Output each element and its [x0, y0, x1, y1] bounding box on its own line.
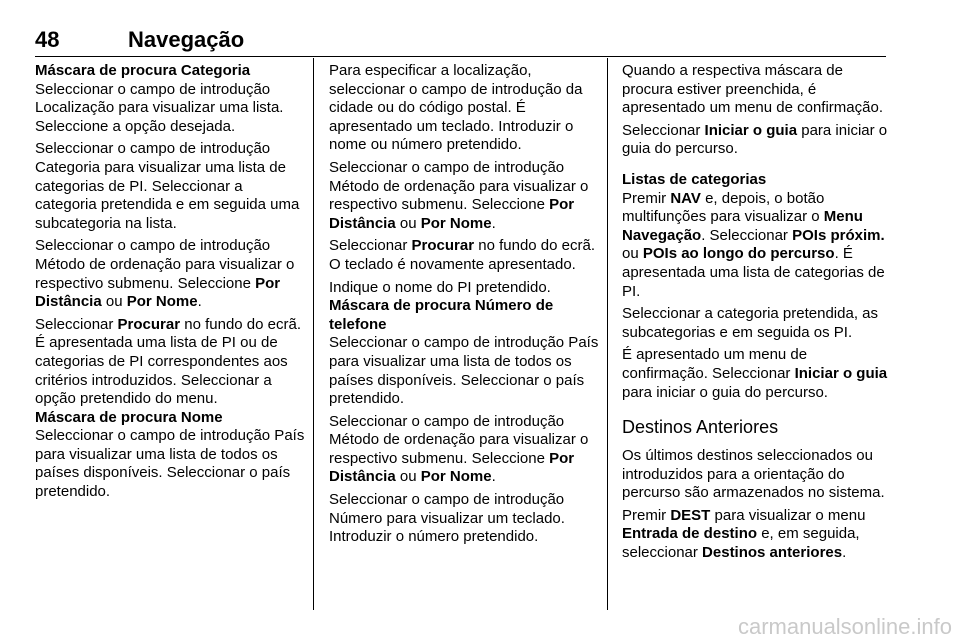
paragraph: Para especificar a localização, seleccionar o campo de introdução da cidade ou do código postal. É apresentado um teclado. Introduzir o nome ou número pretendido. — [329, 62, 583, 154]
menu-option: Por Nome — [126, 293, 198, 311]
paragraph: Premir NAV e, depois, o botão multifunções para visualizar o Menu Navegação. Seleccionar POIs próxim. ou POIs ao longo do percurso. É apresentada uma lista de categorias de PI. — [622, 189, 885, 300]
column-divider — [607, 58, 608, 610]
header-rule — [35, 56, 886, 57]
text-column-1 — [35, 62, 305, 506]
menu-option: Por Distância — [35, 274, 281, 311]
button-name: NAV — [670, 189, 701, 207]
paragraph: Seleccionar o campo de introdução Categoria para visualizar uma lista de categorias de PI. Seleccionar a categoria pretendida e em seguida uma subcategoria na lista. — [35, 140, 300, 232]
text-column-2 — [329, 62, 599, 551]
button-name: DEST — [670, 506, 711, 524]
section-heading: Máscara de procura Nome — [35, 408, 223, 426]
watermark: carmanualsonline.info — [737, 614, 952, 639]
menu-option: POIs próxim. — [792, 226, 885, 244]
page-title: Navegação — [128, 27, 245, 52]
paragraph: Seleccionar o campo de introdução Método de ordenação para visualizar o respectivo submenu. Seleccione Por Distância ou Por Nome. — [329, 158, 589, 232]
paragraph: Seleccionar Procurar no fundo do ecrã. O teclado é novamente apresentado. — [329, 237, 596, 273]
paragraph: Seleccionar Iniciar o guia para iniciar o guia do percurso. — [622, 121, 888, 158]
paragraph: Seleccionar o campo de introdução Localização para visualizar uma lista. Seleccione a opção desejada. — [35, 80, 284, 135]
menu-option: Iniciar o guia — [704, 121, 798, 139]
column-divider — [313, 58, 314, 610]
page-number: 48 — [35, 27, 60, 52]
paragraph: Seleccionar o campo de introdução País para visualizar uma lista de todos os países disponíveis. Seleccionar o país pretendido. — [35, 427, 305, 501]
menu-option: Destinos anteriores — [702, 544, 843, 562]
paragraph: Indique o nome do PI pretendido. — [329, 278, 551, 296]
section-heading: Máscara de procura Categoria — [35, 62, 251, 79]
paragraph: Seleccionar o campo de introdução País para visualizar uma lista de todos os países disponíveis. Seleccionar o país pretendido. — [329, 334, 599, 408]
menu-option: Por Nome — [420, 468, 492, 486]
text-column-3 — [622, 62, 892, 567]
menu-option: Menu Navegação — [622, 208, 863, 244]
section-heading: Listas de categorias — [622, 170, 767, 188]
section-title: Destinos Anteriores — [622, 417, 779, 438]
paragraph: Seleccionar o campo de introdução Método de ordenação para visualizar o respectivo submenu. Seleccione Por Distância ou Por Nome. — [35, 237, 295, 311]
paragraph: Seleccionar Procurar no fundo do ecrã. É apresentada uma lista de PI ou de categorias de PI correspondentes aos critérios introduzidos. Seleccionar a opção pretendido do menu. — [35, 315, 302, 408]
section-heading: Máscara de procura Número de telefone — [329, 297, 554, 333]
paragraph: Seleccionar o campo de introdução Método de ordenação para visualizar o respectivo submenu. Seleccione Por Distância ou Por Nome. — [329, 412, 589, 486]
page-header — [35, 28, 886, 52]
menu-option: Procurar — [117, 315, 181, 333]
menu-option: Por Distância — [329, 196, 575, 232]
menu-option: POIs ao longo do percurso — [642, 245, 835, 263]
menu-option: Por Nome — [420, 214, 492, 232]
paragraph: É apresentado um menu de confirmação. Seleccionar Iniciar o guia para iniciar o guia do percurso. — [622, 346, 888, 401]
menu-option: Iniciar o guia — [794, 364, 888, 382]
paragraph: Os últimos destinos seleccionados ou introduzidos para a orientação do percurso são armazenados no sistema. — [622, 447, 885, 502]
menu-option: Entrada de destino — [622, 525, 758, 543]
paragraph: Premir DEST para visualizar o menu Entrada de destino e, em seguida, seleccionar Destinos anteriores. — [622, 506, 866, 562]
paragraph: Seleccionar a categoria pretendida, as subcategorias e em seguida os PI. — [622, 305, 878, 341]
paragraph: Seleccionar o campo de introdução Número para visualizar um teclado. Introduzir o número pretendido. — [329, 491, 565, 546]
menu-option: Por Distância — [329, 449, 575, 486]
paragraph: Quando a respectiva máscara de procura estiver preenchida, é apresentado um menu de confirmação. — [622, 62, 883, 117]
menu-option: Procurar — [411, 237, 475, 255]
